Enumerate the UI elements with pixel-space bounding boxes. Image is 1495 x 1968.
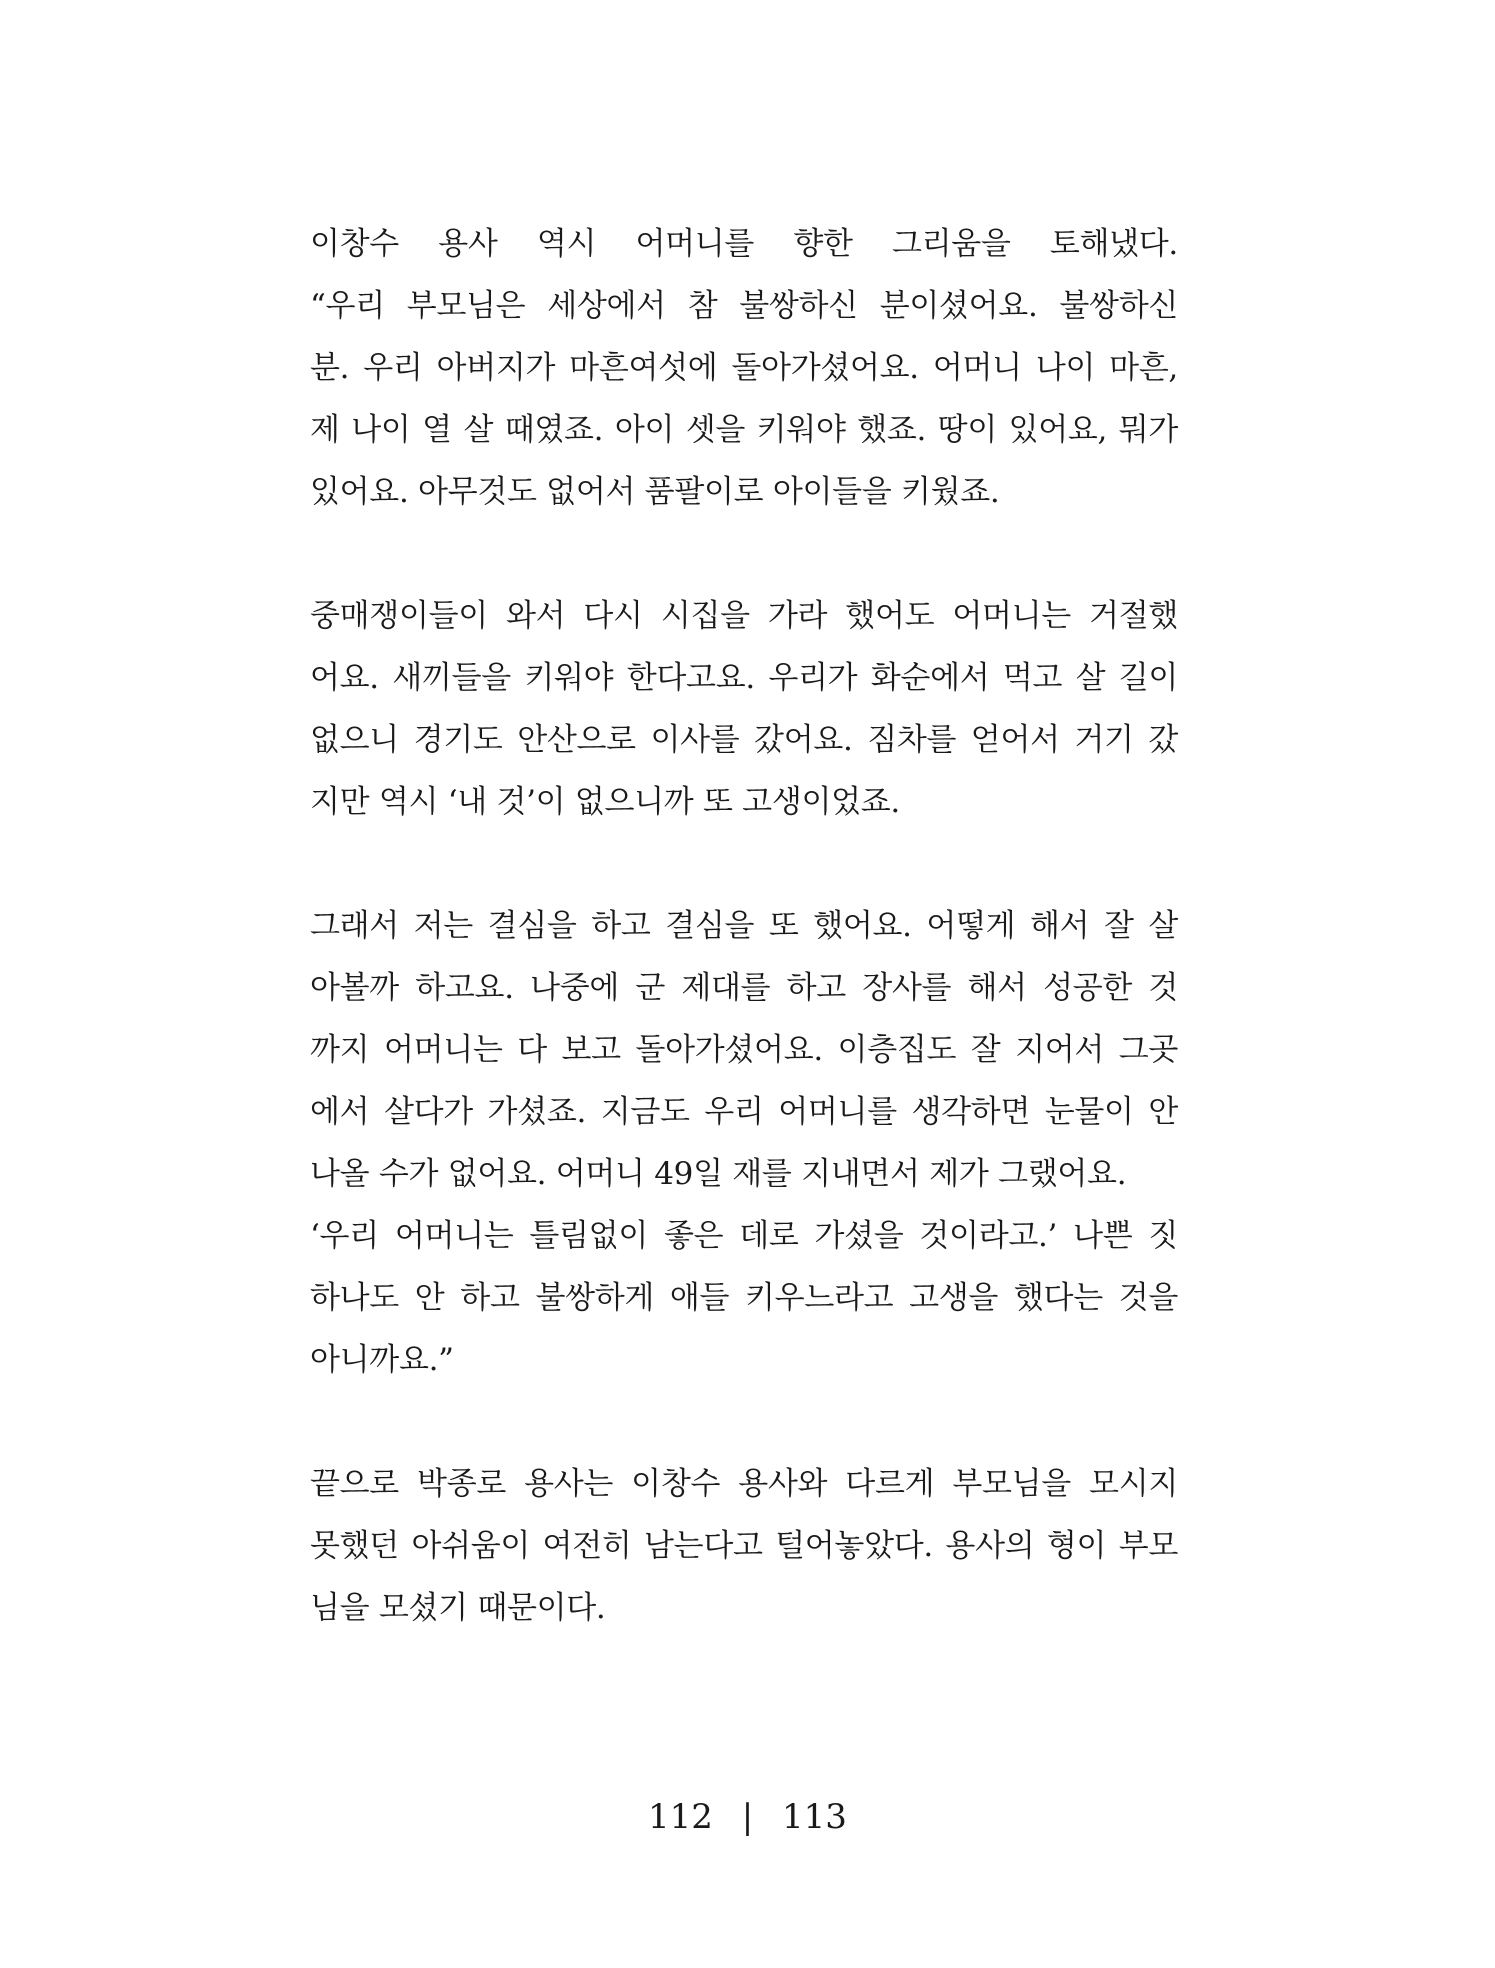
text-line: 못했던 아쉬움이 여전히 남는다고 털어놓았다. 용사의 형이 부모 <box>310 1528 1178 1564</box>
text-line: 까지 어머니는 다 보고 돌아가셨어요. 이층집도 잘 지어서 그곳 <box>310 1032 1178 1068</box>
text-line: 끝으로 박종로 용사는 이창수 용사와 다르게 부모님을 모시지 <box>310 1466 1178 1502</box>
paragraph-gap <box>310 523 1178 585</box>
paragraph-1 <box>310 213 1178 523</box>
page-number-footer <box>0 1797 1495 1837</box>
paragraph-4 <box>310 1453 1178 1639</box>
text-line: “우리 부모님은 세상에서 참 불쌍하신 분이셨어요. 불쌍하신 <box>310 288 1178 324</box>
text-line: 중매쟁이들이 와서 다시 시집을 가라 했어도 어머니는 거절했 <box>310 598 1178 634</box>
text-line: 지만 역시 ‘내 것’이 없으니까 또 고생이었죠. <box>310 784 900 820</box>
text-line: 이창수 용사 역시 어머니를 향한 그리움을 토해냈다. <box>310 226 1178 262</box>
text-line: 제 나이 열 살 때였죠. 아이 셋을 키워야 했죠. 땅이 있어요, 뭐가 <box>310 412 1178 448</box>
text-line: 님을 모셨기 때문이다. <box>310 1590 606 1626</box>
paragraph-gap <box>310 833 1178 895</box>
text-line: 있어요. 아무것도 없어서 품팔이로 아이들을 키웠죠. <box>310 474 1000 510</box>
text-line: 아니까요.” <box>310 1342 454 1378</box>
page-number-separator: | <box>741 1797 754 1837</box>
page-number-left: 112 <box>648 1797 713 1837</box>
text-line: 하나도 안 하고 불쌍하게 애들 키우느라고 고생을 했다는 것을 <box>310 1280 1178 1316</box>
text-line: 없으니 경기도 안산으로 이사를 갔어요. 짐차를 얻어서 거기 갔 <box>310 722 1178 758</box>
text-line: 그래서 저는 결심을 하고 결심을 또 했어요. 어떻게 해서 잘 살 <box>310 908 1178 944</box>
text-line: ‘우리 어머니는 틀림없이 좋은 데로 가셨을 것이라고.’ 나쁜 짓 <box>310 1218 1178 1254</box>
page-number-right: 113 <box>782 1797 847 1837</box>
body-text <box>310 213 1178 1639</box>
paragraph-3 <box>310 895 1178 1391</box>
text-line: 어요. 새끼들을 키워야 한다고요. 우리가 화순에서 먹고 살 길이 <box>310 660 1178 696</box>
text-line: 아볼까 하고요. 나중에 군 제대를 하고 장사를 해서 성공한 것 <box>310 970 1178 1006</box>
paragraph-gap <box>310 1391 1178 1453</box>
text-line: 분. 우리 아버지가 마흔여섯에 돌아가셨어요. 어머니 나이 마흔, <box>310 350 1178 386</box>
text-line: 나올 수가 없어요. 어머니 49일 재를 지내면서 제가 그랬어요. <box>310 1156 1127 1192</box>
paragraph-2 <box>310 585 1178 833</box>
text-line: 에서 살다가 가셨죠. 지금도 우리 어머니를 생각하면 눈물이 안 <box>310 1094 1178 1130</box>
